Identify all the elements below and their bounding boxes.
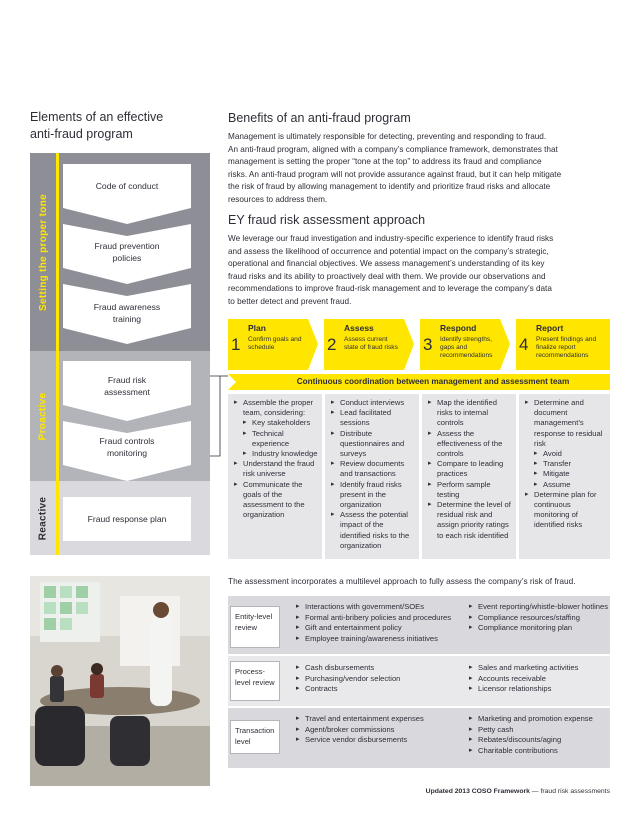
column-bullet: ▸ Understand the fraud risk universe — [234, 459, 318, 479]
page-footer: Updated 2013 COSO Framework — fraud risk assessments — [425, 788, 610, 795]
assess-column — [325, 394, 419, 559]
level-bullet: ▸ Service vendor disbursements — [296, 735, 466, 746]
phase-plan: 1 Plan Confirm goals and schedule — [228, 319, 308, 370]
benefits-paragraph: Management is ultimately responsible for detecting, preventing and responding to fraud. An anti-fraud program, aligned with a company’s compliance framework, demonstrates that management is setting the proper “tone at the top” to address its fraud and compliance risks. An anti-fraud program will not provide assurance against fraud, but it can help mitigate the risk of fraud by allowing management to identify and prioritize fraud risks and allocate resources to address them. — [228, 132, 562, 204]
level-bullet: ▸ Licensor relationships — [469, 684, 609, 695]
column-bullet: ▸ Lead facilitated sessions — [331, 408, 415, 428]
column-bullet: ▸ Industry knowledge — [234, 449, 318, 459]
chevron-fraud-prevention-policies: Fraud prevention policies — [63, 224, 191, 284]
column-bullet: ▸ Review documents and transactions — [331, 459, 415, 479]
office-meeting-photo — [30, 576, 210, 786]
chevron-fraud-controls-monitoring: Fraud controls monitoring — [63, 421, 191, 481]
transaction-level-card: Transaction level — [230, 720, 280, 754]
level-bullet: ▸ Event reporting/whistle-blower hotlines — [469, 602, 609, 613]
chevron-fraud-awareness-training: Fraud awareness training — [63, 284, 191, 344]
column-bullet: ▸ Map the identified risks to internal controls — [428, 398, 512, 429]
column-bullet: ▸ Distribute questionnaires and surveys — [331, 429, 415, 460]
level-bullet: ▸ Compliance monitoring plan — [469, 623, 609, 634]
column-bullet: ▸ Determine and document management’s response to residual risk — [525, 398, 606, 449]
phase-arrow-3 — [500, 319, 516, 370]
accent-divider — [56, 153, 59, 555]
column-bullet: ▸ Assemble the proper team, considering: — [234, 398, 318, 418]
bracket-connector — [210, 351, 228, 481]
transaction-level-list-left — [296, 714, 466, 746]
elements-title: Elements of an effective anti-fraud program — [30, 110, 164, 141]
level-bullet: ▸ Petty cash — [469, 725, 609, 736]
band-label-proactive: Proactive — [37, 392, 49, 440]
column-bullet: ▸ Determine the level of residual risk and assign priority ratings to each risk identified — [428, 500, 512, 541]
level-bullet: ▸ Gift and entertainment policy — [296, 623, 466, 634]
phase-arrow-2 — [404, 319, 420, 370]
phase-assess: 2 Assess Assess current state of fraud risks — [324, 319, 404, 370]
level-bullet: ▸ Employee training/awareness initiatives — [296, 634, 466, 645]
benefits-heading: Benefits of an anti-fraud program — [228, 111, 411, 125]
level-bullet: ▸ Compliance resources/staffing — [469, 613, 609, 624]
level-bullet: ▸ Accounts receivable — [469, 674, 609, 685]
column-bullet: ▸ Conduct interviews — [331, 398, 415, 408]
level-bullet: ▸ Purchasing/vendor selection — [296, 674, 466, 685]
level-bullet: ▸ Sales and marketing activities — [469, 663, 609, 674]
column-bullet: ▸ Assess the effectiveness of the controls — [428, 429, 512, 460]
process-level-card: Process-level review — [230, 661, 280, 701]
report-column — [519, 394, 610, 559]
level-bullet: ▸ Contracts — [296, 684, 466, 695]
column-bullet: ▸ Key stakeholders — [234, 418, 318, 428]
process-level-list-left — [296, 663, 466, 695]
chevron-code-of-conduct: Code of conduct — [63, 164, 191, 224]
level-bullet: ▸ Cash disbursements — [296, 663, 466, 674]
level-bullet: ▸ Charitable contributions — [469, 746, 609, 757]
transaction-level-list-right — [469, 714, 609, 756]
phase-report: 4 Report Present findings and finalize report recommendations — [516, 319, 610, 370]
phase-arrow-1 — [308, 319, 324, 370]
level-bullet: ▸ Rebates/discounts/aging — [469, 735, 609, 746]
entity-level-list-left — [296, 602, 466, 644]
level-bullet: ▸ Agent/broker commissions — [296, 725, 466, 736]
chevron-fraud-risk-assessment: Fraud risk assessment — [63, 361, 191, 421]
column-bullet: ▸ Mitigate — [525, 469, 606, 479]
plan-column — [228, 394, 322, 559]
level-bullet: ▸ Interactions with government/SOEs — [296, 602, 466, 613]
band-label-tone: Setting the proper tone — [37, 193, 49, 311]
level-bullet: ▸ Travel and entertainment expenses — [296, 714, 466, 725]
ey-approach-heading: EY fraud risk assessment approach — [228, 213, 426, 227]
phase-respond: 3 Respond Identify strengths, gaps and recommendations — [420, 319, 500, 370]
level-bullet: ▸ Formal anti-bribery policies and procedures — [296, 613, 466, 624]
column-bullet: ▸ Determine plan for continuous monitoring of identified risks — [525, 490, 606, 531]
level-bullet: ▸ Marketing and promotion expense — [469, 714, 609, 725]
process-level-list-right — [469, 663, 609, 695]
entity-level-card: Entity-level review — [230, 606, 280, 648]
column-bullet: ▸ Compare to leading practices — [428, 459, 512, 479]
chevron-fraud-response-plan: Fraud response plan — [63, 497, 191, 541]
column-bullet: ▸ Identify fraud risks present in the organization — [331, 480, 415, 511]
coordination-arrow — [228, 374, 256, 390]
ey-approach-paragraph: We leverage our fraud investigation and industry-specific experience to identify fraud risks and assess the likelihood of occurrence and potential impact on the company’s strategic, operational and financial objectives. We assess management’s understanding of its key fraud risks and its ability to proactively deal with them. We provide our observations and recommendations to improve fraud-risk management and to leverage the company’s data to better detect and prevent fraud. — [228, 234, 554, 306]
column-bullet: ▸ Avoid — [525, 449, 606, 459]
coordination-bar: Continuous coordination between management and assessment team — [256, 374, 610, 390]
band-label-reactive: Reactive — [37, 496, 49, 540]
column-bullet: ▸ Technical experience — [234, 429, 318, 449]
respond-column — [422, 394, 516, 559]
column-bullet: ▸ Transfer — [525, 459, 606, 469]
column-bullet: ▸ Communicate the goals of the assessment to the organization — [234, 480, 318, 521]
column-bullet: ▸ Assume — [525, 480, 606, 490]
column-bullet: ▸ Assess the potential impact of the identified risks to the organization — [331, 510, 415, 551]
multilevel-intro: The assessment incorporates a multilevel approach to fully assess the company’s risk of fraud. — [228, 576, 576, 586]
column-bullet: ▸ Perform sample testing — [428, 480, 512, 500]
entity-level-list-right — [469, 602, 609, 634]
